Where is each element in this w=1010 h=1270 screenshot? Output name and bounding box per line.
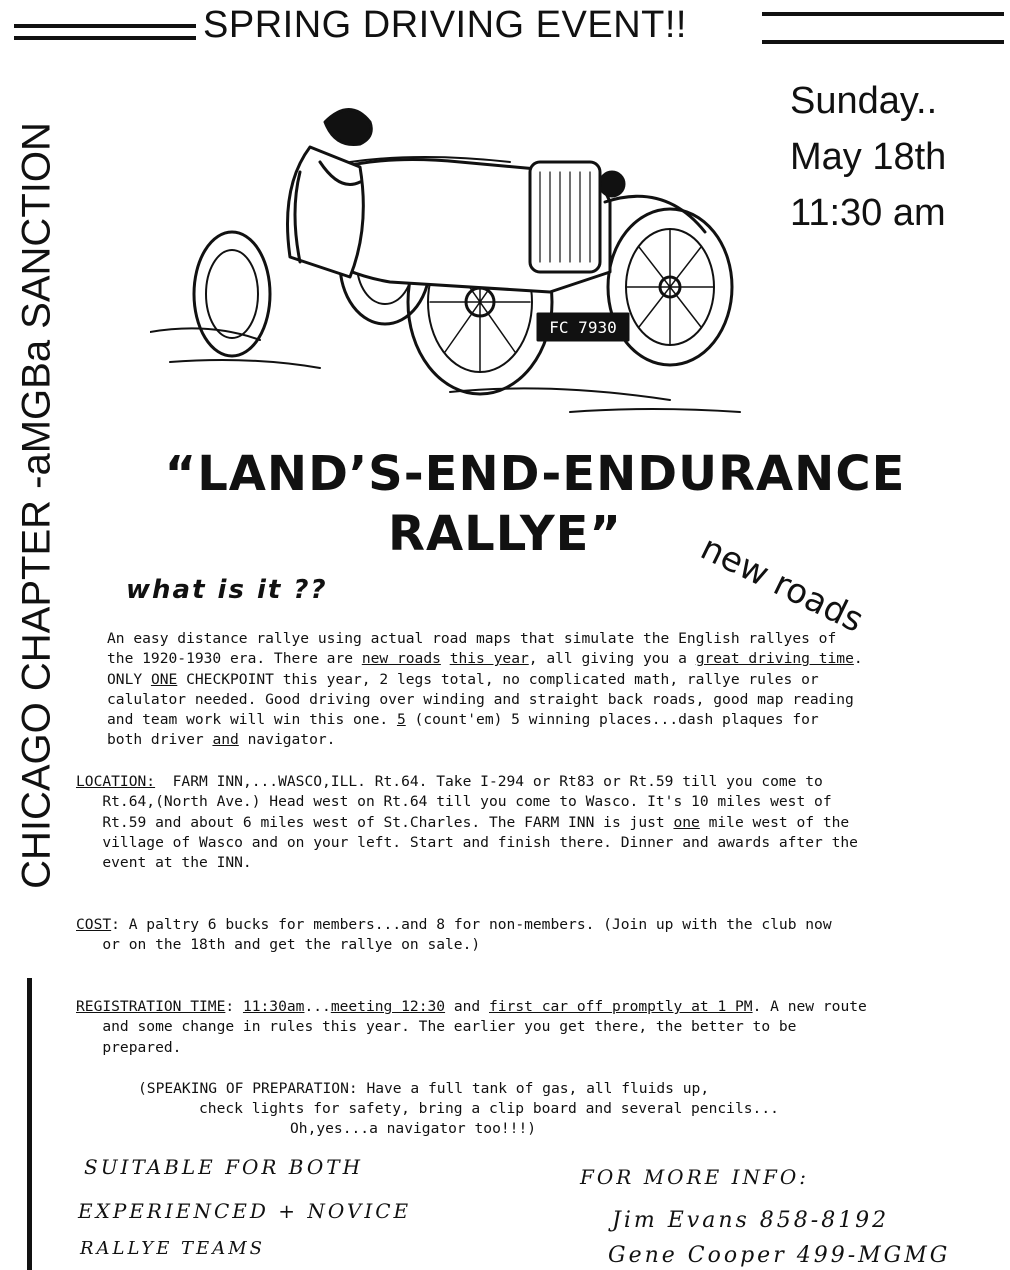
location-text: mile west of the [699, 813, 850, 831]
header-rule-left [14, 24, 196, 28]
event-date: May 18th [790, 136, 947, 178]
underlined-text: first car off promptly at 1 PM [489, 998, 753, 1015]
registration-section [76, 997, 867, 1058]
registration-text: : [225, 998, 243, 1015]
registration-line: and some change in rules this year. The earlier you get there, the better to be [76, 1018, 797, 1036]
more-info-heading: FOR MORE INFO: [580, 1165, 809, 1189]
location-section [76, 772, 858, 873]
what-is-it-heading: what is it ?? [126, 575, 328, 605]
location-line: FARM INN,...WASCO,ILL. Rt.64. Take I-294 or Rt83 or Rt.59 till you come to [155, 773, 823, 790]
cost-line: : A paltry 6 bucks for members...and 8 for non-members. (Join up with the club now [111, 916, 832, 933]
intro-line: calulator needed. Good driving over winding and straight back roads, good map reading [107, 690, 854, 708]
prep-line-2: check lights for safety, bring a clip board and several pencils... [199, 1100, 779, 1117]
suitable-line-3: RALLYE TEAMS [80, 1238, 265, 1259]
location-line: event at the INN. [76, 854, 252, 872]
headline-line-2: RALLYE” [388, 506, 622, 562]
intro-text: both driver [107, 731, 213, 749]
intro-line: An easy distance rallye using actual road maps that simulate the English rallyes of [107, 630, 837, 647]
intro-text [441, 650, 450, 667]
cost-section [76, 915, 832, 956]
sidebar-rule [27, 978, 32, 1270]
header-rule-right [762, 12, 1004, 16]
registration-text: and [445, 998, 489, 1015]
registration-text: ... [304, 998, 331, 1015]
vintage-car-illustration [150, 92, 750, 432]
location-line: Rt.64,(North Ave.) Head west on Rt.64 till you come to Wasco. It's 10 miles west of [76, 793, 832, 811]
underlined-text: this year [449, 650, 529, 668]
new-roads-tag: new roads [694, 528, 870, 641]
contact-gene-cooper: Gene Cooper 499-MGMG [608, 1243, 951, 1268]
underlined-text: 5 [396, 711, 406, 729]
intro-text: , all giving you a [528, 650, 696, 668]
location-label: LOCATION: [76, 773, 156, 790]
underlined-text: one [673, 813, 700, 831]
cost-line: or on the 18th and get the rallye on sale.) [76, 936, 481, 954]
chapter-sanction-vertical: CHICAGO CHAPTER -aMGBa SANCTION [14, 122, 59, 889]
header-rule-right-lower [762, 40, 1004, 44]
intro-text: and team work will win this one. [107, 711, 397, 729]
prep-line-1: (SPEAKING OF PREPARATION: Have a full tank of gas, all fluids up, [138, 1080, 710, 1097]
registration-line: prepared. [76, 1038, 182, 1056]
license-plate: FC 7930 [549, 318, 617, 337]
underlined-text: 11:30am [242, 998, 305, 1015]
intro-text: ONLY [107, 670, 151, 688]
event-day: Sunday.. [790, 80, 938, 122]
event-time: 11:30 am [790, 192, 946, 234]
prep-line-3: Oh,yes...a navigator too!!!) [290, 1120, 537, 1137]
underlined-text: new roads [361, 650, 441, 668]
registration-text: . A new route [752, 998, 867, 1015]
underlined-text: great driving time [695, 650, 854, 668]
location-line: village of Wasco and on your left. Start and finish there. Dinner and awards after the [76, 833, 858, 851]
intro-text: . [853, 650, 863, 668]
cost-label: COST [76, 916, 112, 933]
contact-jim-evans: Jim Evans 858-8192 [612, 1208, 890, 1233]
intro-paragraph [107, 629, 863, 751]
intro-text: (count'em) 5 winning places...dash plaques for [405, 711, 819, 729]
underlined-text: meeting 12:30 [330, 998, 446, 1015]
event-title: SPRING DRIVING EVENT!! [203, 4, 687, 46]
registration-label: REGISTRATION TIME [76, 998, 226, 1015]
suitable-line-1: SUITABLE FOR BOTH [84, 1155, 364, 1179]
headline-line-1: “LAND’S-END-ENDURANCE [164, 446, 906, 502]
intro-text: CHECKPOINT this year, 2 legs total, no complicated math, rallye rules or [177, 670, 819, 688]
underlined-text: and [212, 731, 239, 749]
location-text: Rt.59 and about 6 miles west of St.Charles. The FARM INN is just [76, 813, 674, 831]
intro-text: navigator. [238, 731, 336, 749]
suitable-line-2: EXPERIENCED + NOVICE [78, 1199, 412, 1223]
intro-line: the 1920-1930 era. There are [107, 650, 362, 668]
underlined-text: ONE [150, 670, 178, 688]
